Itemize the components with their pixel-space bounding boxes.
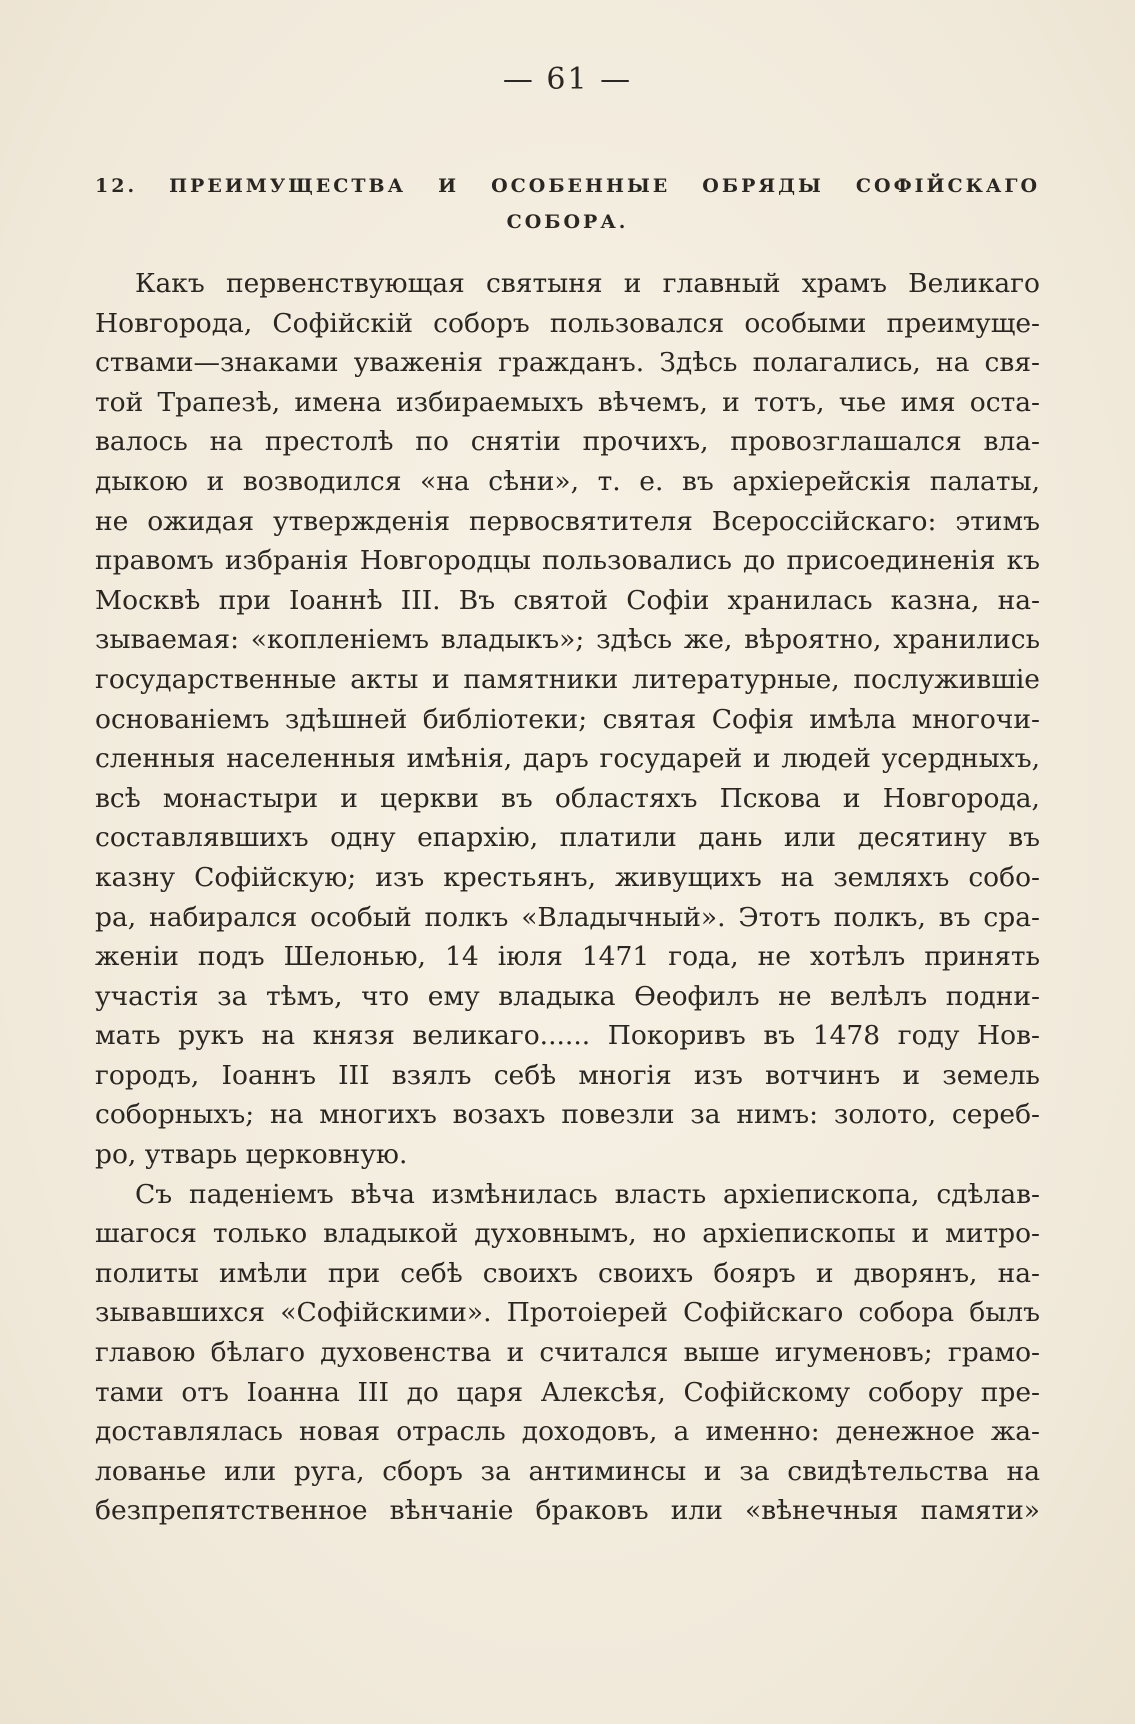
text-line: правомъ избранія Новгородцы пользовались до присоединенія къ xyxy=(95,545,1040,577)
text-line: мать рукъ на князя великаго...... Покоривъ въ 1478 году Нов- xyxy=(95,1020,1040,1052)
text-line: Съ паденіемъ вѣча измѣнилась власть архіепископа, сдѣлав- xyxy=(135,1178,1040,1210)
text-line: главою бѣлаго духовенства и считался выше игуменовъ; грамо- xyxy=(95,1337,1040,1369)
text-line: дыкою и возводился «на сѣни», т. е. въ архіерейскія палаты, xyxy=(95,465,1040,497)
text-line: валось на престолѣ по снятіи прочихъ, провозглашался вла- xyxy=(95,426,1040,458)
text-line: участія за тѣмъ, что ему владыка Ѳеофилъ не велѣлъ подни- xyxy=(95,980,1040,1012)
page-number: — 61 — xyxy=(502,62,633,97)
text-line: зывавшихся «Софійскими». Протоіерей Софійскаго собора былъ xyxy=(95,1297,1040,1329)
paragraph-1 xyxy=(95,264,1040,1175)
text-line: доставлялась новая отрасль доходовъ, а именно: денежное жа- xyxy=(95,1416,1040,1448)
text-line: Какъ первенствующая святыня и главный храмъ Великаго xyxy=(135,268,1040,299)
text-line: шагося только владыкой духовнымъ, но архіепископы и митро- xyxy=(95,1218,1040,1250)
text-line: тами отъ Іоанна III до царя Алексѣя, Софійскому собору пре- xyxy=(95,1376,1040,1408)
text-line: той Трапезѣ, имена избираемыхъ вѣчемъ, и тотъ, чье имя оста- xyxy=(95,386,1040,418)
section-heading xyxy=(95,168,1040,240)
text-line: государственные акты и памятники литературные, послужившіе xyxy=(95,663,1040,695)
text-line: казну Софійскую; изъ крестьянъ, живущихъ на земляхъ собо- xyxy=(95,861,1040,893)
text-line: ро, утварь церковную. xyxy=(95,1139,408,1171)
text-line: лованье или руга, сборъ за антиминсы и за свидѣтельства на xyxy=(95,1455,1040,1487)
text-line: Москвѣ при Іоаннѣ III. Въ святой Софіи хранилась казна, на- xyxy=(95,584,1040,616)
text-line: зываемая: «копленіемъ владыкъ»; здѣсь же, вѣроятно, хранились xyxy=(95,624,1040,656)
text-line: ствами—знаками уваженія гражданъ. Здѣсь полагались, на свя- xyxy=(95,347,1040,379)
paragraph-2 xyxy=(95,1175,1040,1531)
text-line: безпрепятственное вѣнчаніе браковъ или «вѣнечныя памяти» xyxy=(95,1495,1040,1527)
text-line: политы имѣли при себѣ своихъ своихъ бояръ и дворянъ, на- xyxy=(95,1257,1040,1289)
text-line: сленныя населенныя имѣнія, даръ государей и людей усердныхъ, xyxy=(95,743,1040,775)
text-line: городъ, Іоаннъ III взялъ себѣ многія изъ вотчинъ и земель xyxy=(95,1059,1040,1091)
text-line: женіи подъ Шелонью, 14 іюля 1471 года, не хотѣлъ принять xyxy=(95,941,1040,973)
text-line: ра, набирался особый полкъ «Владычный». Этотъ полкъ, въ сра- xyxy=(95,901,1040,933)
section-heading-line-1: 12. ПРЕИМУЩЕСТВА И ОСОБЕННЫЕ ОБРЯДЫ СОФІЙСКАГО xyxy=(95,175,1040,197)
text-line: составлявшихъ одну епархію, платили дань или десятину въ xyxy=(95,822,1040,854)
body-text xyxy=(95,264,1040,1531)
text-line: Новгорода, Софійскій соборъ пользовался особыми преимуще- xyxy=(95,307,1040,339)
section-heading-line-2: СОБОРА. xyxy=(506,211,629,233)
text-line: не ожидая утвержденія первосвятителя Всероссійскаго: этимъ xyxy=(95,505,1040,537)
text-line: основаніемъ здѣшней библіотеки; святая Софія имѣла многочи- xyxy=(95,703,1040,735)
text-line: всѣ монастыри и церкви въ областяхъ Пскова и Новгорода, xyxy=(95,782,1040,814)
text-line: соборныхъ; на многихъ возахъ повезли за нимъ: золото, сереб- xyxy=(95,1099,1040,1131)
